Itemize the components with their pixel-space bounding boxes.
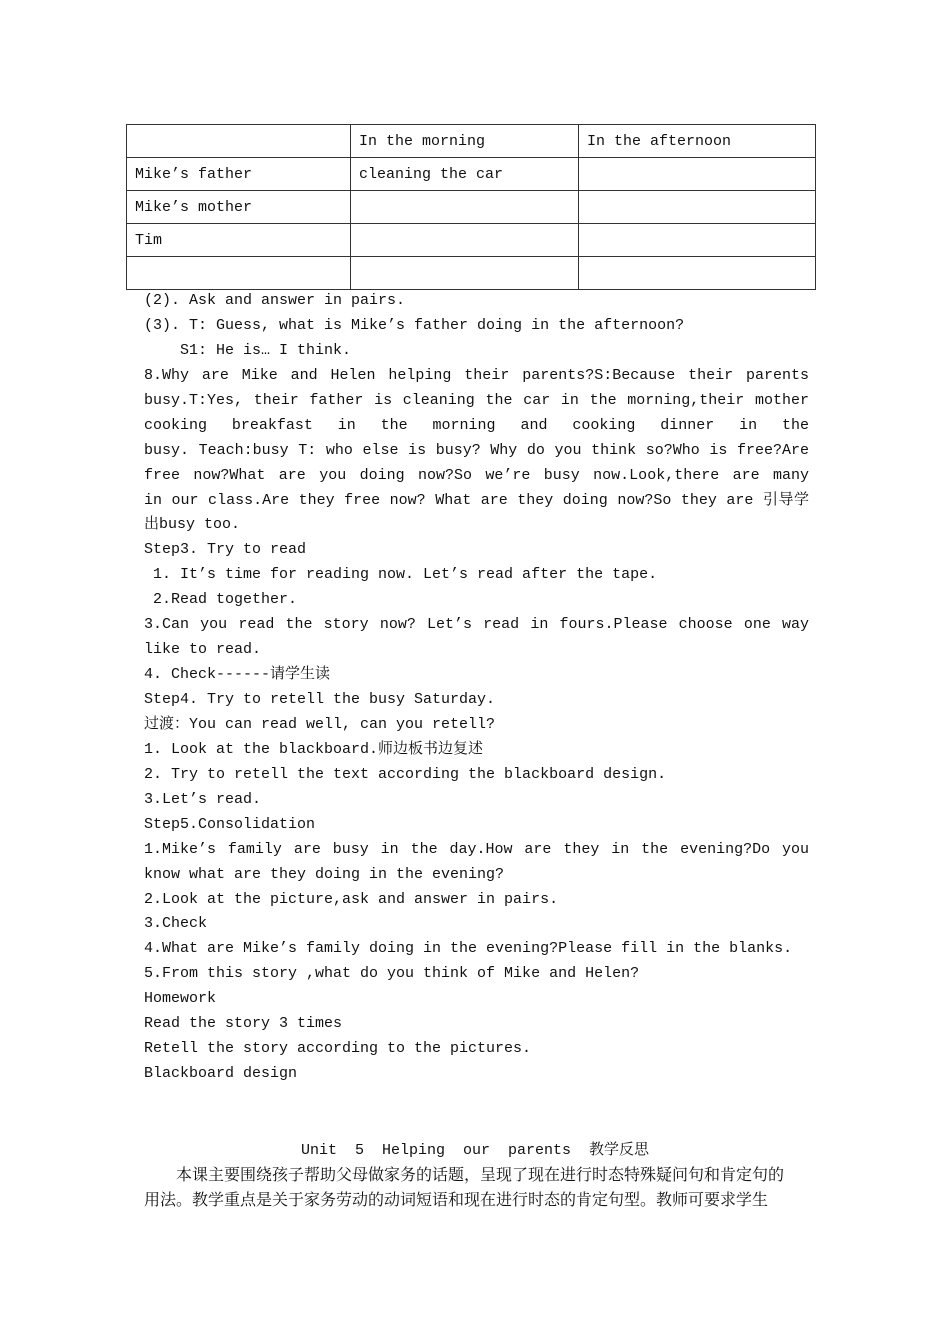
table-header-row [127, 125, 816, 158]
text-line: 2.Look at the picture,ask and answer in pairs. [144, 890, 559, 908]
text-line: in our class.Are they free now? What are they doing now?So they are 引导学 [144, 491, 809, 509]
table-cell [579, 191, 816, 224]
text-line: Retell the story according to the pictures. [144, 1040, 532, 1058]
text-line: busy. Teach:busy T: who else is busy? Why do you think so?Who is free?Are [144, 441, 809, 459]
text-line: (3). T: Guess, what is Mike’s father doing in the afternoon? [144, 316, 685, 334]
text-line: cooking breakfast in the morning and cooking dinner in the [144, 416, 809, 434]
text-line: 8.Why are Mike and Helen helping their parents?S:Because their parents [144, 366, 809, 384]
text-line: 3.Check [144, 915, 208, 933]
table-row [127, 191, 816, 224]
text-line: Step4. Try to retell the busy Saturday. [144, 691, 496, 708]
text-line: Step5.Consolidation [144, 815, 316, 833]
text-line: S1: He is… I think. [144, 341, 352, 359]
table-header-cell: In the morning [351, 125, 579, 158]
text-line: Blackboard design [144, 1065, 298, 1083]
text-line: 4. Check------请学生读 [144, 666, 331, 684]
text-line: Read the story 3 times [144, 1015, 343, 1033]
text-line: 3.Can you read the story now? Let’s read in fours.Please choose one way [144, 616, 809, 634]
table-cell: Tim [127, 224, 351, 257]
text-line: 1.Mike’s family are busy in the day.How are they in the evening?Do you [144, 840, 809, 858]
table-cell [351, 191, 579, 224]
table-cell [351, 224, 579, 257]
text-line: 2.Read together. [144, 591, 298, 609]
text-line: know what are they doing in the evening? [144, 865, 505, 883]
text-line: 出busy too. [144, 516, 241, 534]
lesson-steps [144, 289, 809, 1087]
reflection-line: 本课主要围绕孩子帮助父母做家务的话题，呈现了现在进行时态特殊疑问句和肯定句的 [144, 1165, 785, 1184]
text-line: Homework [144, 990, 217, 1008]
reflection-body [144, 1162, 809, 1212]
table-row [127, 257, 816, 290]
text-line: free now?What are you doing now?So we’re busy now.Look,there are many [144, 466, 809, 484]
table-row [127, 224, 816, 257]
text-line: 2. Try to retell the text according the blackboard design. [144, 765, 667, 783]
activity-table [126, 124, 816, 290]
table-header-cell: In the afternoon [579, 125, 816, 158]
text-line: 1. Look at the blackboard.师边板书边复述 [144, 740, 484, 758]
reflection-title: Unit 5 Helping our parents 教学反思 [300, 1142, 650, 1159]
text-line: 4.What are Mike’s family doing in the evening?Please fill in the blanks. [144, 940, 793, 958]
table-cell: Mike’s mother [127, 191, 351, 224]
text-line: like to read. [144, 641, 262, 659]
table-cell [127, 257, 351, 290]
table-cell [579, 224, 816, 257]
table-row [127, 158, 816, 191]
table-cell [579, 257, 816, 290]
text-line: 过渡：You can read well, can you retell? [144, 715, 496, 733]
table-cell: Mike’s father [127, 158, 351, 191]
reflection-line: 用法。教学重点是关于家务劳动的动词短语和现在进行时态的肯定句型。教师可要求学生 [144, 1190, 769, 1209]
table-cell [351, 257, 579, 290]
text-line: 5.From this story ,what do you think of Mike and Helen? [144, 965, 640, 983]
text-line: 3.Let’s read. [144, 790, 262, 808]
text-line: 1. It’s time for reading now. Let’s read after the tape. [144, 566, 658, 584]
text-line: Step3. Try to read [144, 541, 307, 559]
table-cell: cleaning the car [351, 158, 579, 191]
text-line: busy.T:Yes, their father is cleaning the car in the morning,their mother [144, 391, 809, 409]
table-cell [579, 158, 816, 191]
text-line: (2). Ask and answer in pairs. [144, 292, 406, 309]
table-header-cell [127, 125, 351, 158]
